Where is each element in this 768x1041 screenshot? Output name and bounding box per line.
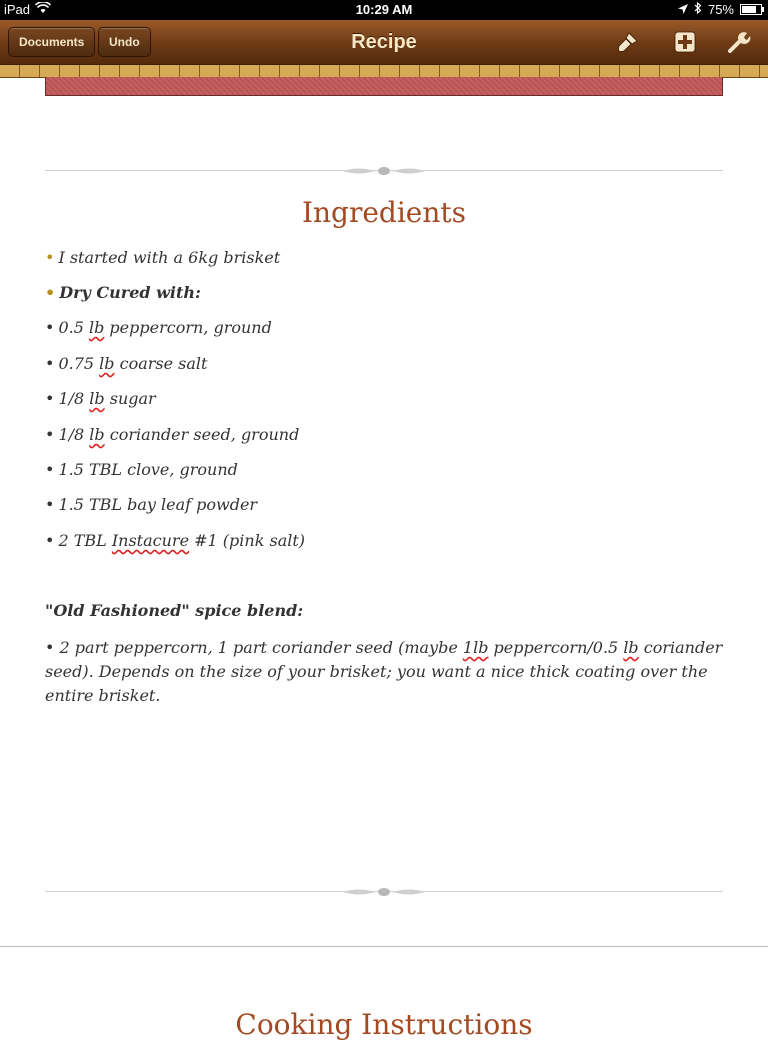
battery-percent: 75% bbox=[707, 2, 734, 17]
bluetooth-icon bbox=[694, 2, 702, 17]
bullet-icon: • bbox=[45, 425, 55, 444]
status-bar bbox=[0, 0, 768, 20]
bullet-icon: • bbox=[45, 495, 55, 514]
list-item[interactable]: • 1/8 lb sugar bbox=[45, 389, 156, 408]
device-name: iPad bbox=[4, 2, 31, 17]
cooking-instructions-heading: Cooking Instructions bbox=[235, 1008, 533, 1041]
bullet-icon: • bbox=[45, 248, 55, 267]
bullet-icon: • bbox=[45, 460, 55, 479]
paintbrush-icon[interactable] bbox=[616, 30, 640, 54]
misspelled-word[interactable]: lb bbox=[99, 354, 115, 373]
list-item[interactable]: • Dry Cured with: bbox=[45, 283, 201, 302]
bullet-icon: • bbox=[45, 531, 55, 550]
misspelled-word[interactable]: lb bbox=[623, 638, 639, 657]
toolbar-title: Recipe bbox=[351, 31, 417, 53]
bullet-icon: • bbox=[45, 283, 56, 302]
list-item[interactable]: • 0.5 lb peppercorn, ground bbox=[45, 318, 272, 337]
bullet-icon: • bbox=[45, 389, 55, 408]
location-icon bbox=[678, 2, 688, 17]
misspelled-word[interactable]: Instacure bbox=[111, 531, 190, 550]
documents-button[interactable]: Documents bbox=[8, 27, 95, 57]
bullet-icon: • bbox=[45, 318, 55, 337]
battery-icon bbox=[740, 4, 762, 15]
clock: 10:29 AM bbox=[355, 2, 413, 17]
spice-blend-heading[interactable]: "Old Fashioned" spice blend: bbox=[45, 601, 304, 620]
undo-button[interactable]: Undo bbox=[98, 27, 151, 57]
list-item[interactable]: • 2 TBL Instacure #1 (pink salt) bbox=[45, 531, 306, 550]
section-divider bbox=[45, 165, 723, 177]
misspelled-word[interactable]: 1lb bbox=[462, 638, 489, 657]
list-item[interactable]: • 0.75 lb coarse salt bbox=[45, 354, 208, 373]
list-item[interactable]: • 1/8 lb coriander seed, ground bbox=[45, 425, 300, 444]
misspelled-word[interactable]: lb bbox=[89, 389, 105, 408]
page-break bbox=[0, 946, 768, 947]
ingredients-heading: Ingredients bbox=[301, 196, 467, 229]
misspelled-word[interactable]: lb bbox=[89, 425, 105, 444]
bullet-icon: • bbox=[45, 354, 55, 373]
header-banner bbox=[45, 77, 723, 96]
list-item[interactable]: • 1.5 TBL clove, ground bbox=[45, 460, 238, 479]
misspelled-word[interactable]: lb bbox=[88, 318, 105, 337]
toolbar bbox=[0, 20, 768, 65]
add-icon[interactable] bbox=[673, 30, 697, 54]
section-divider bbox=[45, 886, 723, 898]
list-item[interactable]: • I started with a 6kg brisket bbox=[45, 248, 281, 267]
list-item[interactable]: • 1.5 TBL bay leaf powder bbox=[45, 495, 258, 514]
wrench-icon[interactable] bbox=[727, 30, 751, 54]
spice-blend-paragraph[interactable]: • 2 part peppercorn, 1 part coriander seed (maybe 1lb peppercorn/0.5 lb coriander seed). Depends on the size of your brisket; you want a nice thick coating over the entire brisket. bbox=[45, 638, 723, 705]
